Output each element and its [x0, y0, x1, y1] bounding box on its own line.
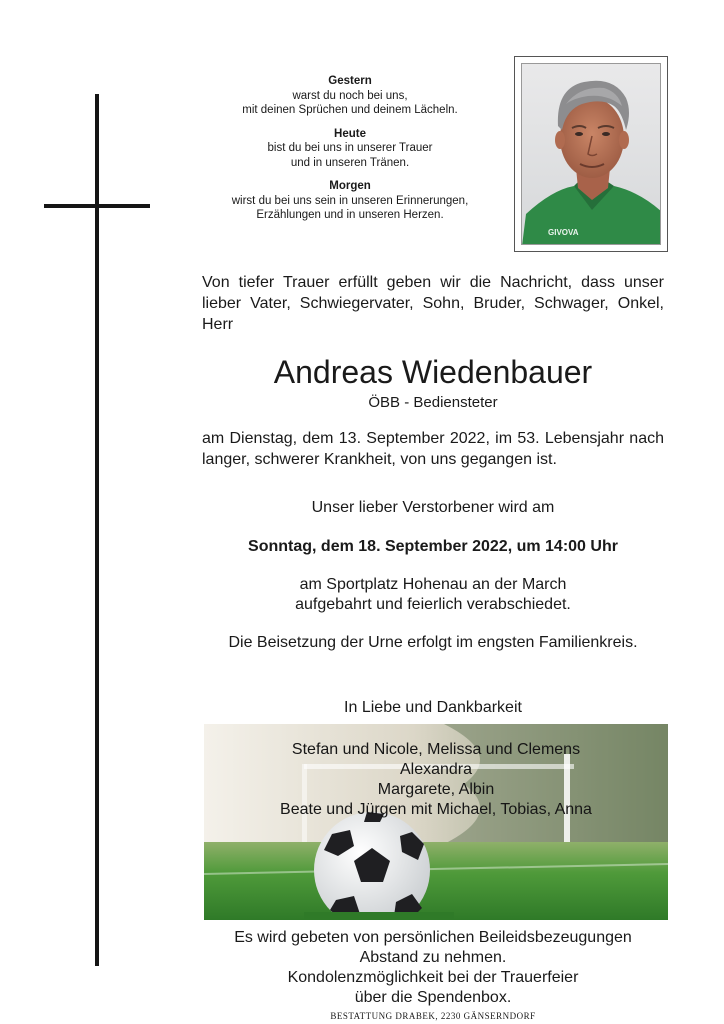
mourner-line: Margarete, Albin — [377, 781, 495, 798]
mourner-line: Beate und Jürgen mit Michael, Tobias, Anna — [280, 801, 592, 818]
shirt-brand-text: GIVOVA — [548, 228, 579, 237]
portrait-illustration — [522, 64, 661, 245]
poem-line: und in unseren Tränen. — [290, 156, 410, 169]
ceremony-date: Sonntag, dem 18. September 2022, um 14:00 Uhr — [248, 538, 618, 555]
death-notice: am Dienstag, dem 13. September 2022, im 53. Lebensjahr nach langer, schwerer Krankheit, von uns gegangen ist. — [202, 430, 664, 468]
poem-heading: Heute — [334, 127, 366, 140]
poem — [200, 74, 500, 232]
condolence-line: Es wird gebeten von persönlichen Beileidsbezeugungen — [234, 929, 632, 946]
poem-line: wirst du bei uns sein in unseren Erinnerungen, — [231, 194, 469, 207]
deceased-role: ÖBB - Bediensteter — [368, 394, 498, 411]
poem-stanza-gestern — [200, 74, 500, 118]
mourners-list — [204, 740, 668, 820]
portrait-photo — [521, 63, 661, 245]
deceased-name: Andreas Wiedenbauer — [273, 354, 593, 390]
intro-text: Von tiefer Trauer erfüllt geben wir die Nachricht, dass unser lieber Vater, Schwiegervater, Sohn, Bruder, Schwager, Onkel, Herr — [202, 274, 664, 333]
condolence-line: über die Spendenbox. — [354, 989, 512, 1006]
ceremony-place-line2: aufgebahrt und feierlich verabschiedet. — [295, 596, 571, 613]
undertaker-imprint: BESTATTUNG DRABEK, 2230 GÄNSERNDORF — [330, 1011, 536, 1021]
burial-notice: Die Beisetzung der Urne erfolgt im engsten Familienkreis. — [228, 634, 638, 651]
condolence-note — [200, 928, 666, 1008]
poem-stanza-morgen — [200, 179, 500, 223]
poem-line: Erzählungen und in unseren Herzen. — [256, 209, 444, 221]
poem-heading: Morgen — [329, 180, 371, 192]
mourner-line: Stefan und Nicole, Melissa und Clemens — [291, 741, 581, 758]
condolence-line: Kondolenzmöglichkeit bei der Trauerfeier — [287, 969, 579, 986]
ceremony-place-line1: am Sportplatz Hohenau an der March — [299, 576, 567, 593]
cross-vertical-bar — [95, 94, 99, 966]
ceremony-lead: Unser lieber Verstorbener wird am — [311, 499, 555, 516]
mourner-line: Alexandra — [399, 761, 473, 778]
portrait-frame — [514, 56, 668, 252]
poem-stanza-heute — [200, 127, 500, 171]
cross-horizontal-bar — [44, 204, 150, 208]
poem-line: mit deinen Sprüchen und deinem Lächeln. — [242, 104, 458, 116]
poem-line: bist du bei uns in unserer Trauer — [267, 142, 433, 154]
poem-line: warst du noch bei uns, — [292, 89, 408, 102]
condolence-line: Abstand zu nehmen. — [359, 949, 507, 966]
closing-phrase: In Liebe und Dankbarkeit — [344, 699, 522, 716]
poem-heading: Gestern — [328, 75, 372, 87]
